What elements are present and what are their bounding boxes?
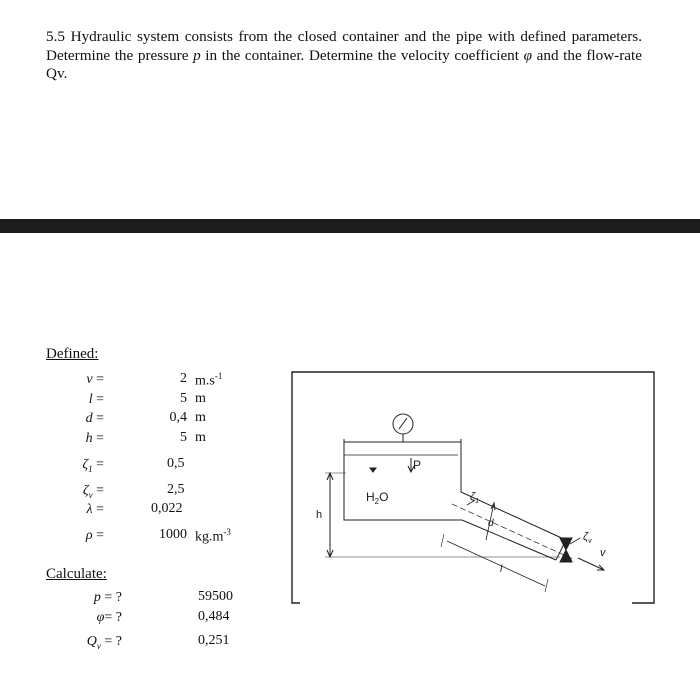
calculate-symbol-phi: φ= ?: [96, 610, 122, 625]
defined-symbol-d: d =: [85, 411, 104, 426]
calculate-heading: Calculate:: [46, 566, 107, 582]
defined-unit-l: m: [195, 391, 206, 406]
result-phi: 0,484: [198, 609, 230, 624]
defined-unit-h: m: [195, 430, 206, 445]
defined-symbol-zeta-1: $\zeta_1$ =: [82, 457, 104, 474]
defined-value-rho: 1000: [159, 527, 187, 542]
defined-unit-v: $m.s^{-1}$: [195, 371, 223, 389]
label-h: h: [316, 509, 323, 521]
defined-symbol-zeta-v: $\zeta_v$ =: [82, 483, 104, 500]
phi-variable: φ: [523, 46, 533, 64]
label-h2o: $H_2O$: [366, 490, 389, 506]
result-qv: 0,251: [198, 633, 230, 648]
problem-text-2: in the container. Determine the velocity coefficient: [205, 46, 520, 64]
pressure-variable: p: [193, 46, 201, 64]
defined-symbol-v: v =: [86, 372, 104, 387]
label-v: v: [600, 547, 606, 559]
defined-unit-d: m: [195, 410, 206, 425]
defined-value-d: 0,4: [169, 410, 187, 425]
container-wall: [344, 445, 462, 520]
calculate-symbol-p: p = ?: [93, 590, 122, 605]
defined-symbol-rho: ρ =: [85, 528, 104, 543]
defined-symbol-lambda: λ =: [86, 502, 104, 517]
defined-heading: Defined:: [46, 346, 99, 362]
defined-value-zeta-1: 0,5: [167, 456, 185, 471]
defined-unit-rho: $kg.m^{-3}$: [195, 527, 231, 545]
calculate-symbol-qv: $Q_v$ = ?: [86, 634, 122, 651]
defined-symbol-h: h =: [85, 431, 104, 446]
length-dimension: [447, 541, 545, 586]
problem-text-3: and the flow-rate Qv.: [46, 46, 642, 82]
problem-number: 5.5: [46, 28, 65, 45]
label-p: P: [413, 458, 422, 472]
valve-icon: [560, 538, 572, 562]
problem-text-1: Hydraulic system consists from the closed container and the pipe with defined parameters. Determine the pressure: [46, 28, 642, 64]
defined-value-h: 5: [180, 430, 187, 445]
defined-value-l: 5: [180, 391, 187, 406]
label-d: d: [488, 518, 494, 529]
velocity-arrow: [578, 558, 604, 570]
label-zeta-v: $\zeta_v$: [583, 531, 592, 545]
result-p: 59500: [198, 589, 233, 604]
defined-value-v: 2: [180, 371, 187, 386]
defined-value-lambda: 0,022: [151, 501, 183, 516]
label-l: l: [500, 564, 503, 575]
defined-symbol-l: l =: [88, 392, 104, 407]
water-level-marker: [370, 468, 376, 472]
defined-value-zeta-v: 2,5: [167, 482, 185, 497]
label-zeta-1: $\zeta_1$: [470, 491, 480, 505]
